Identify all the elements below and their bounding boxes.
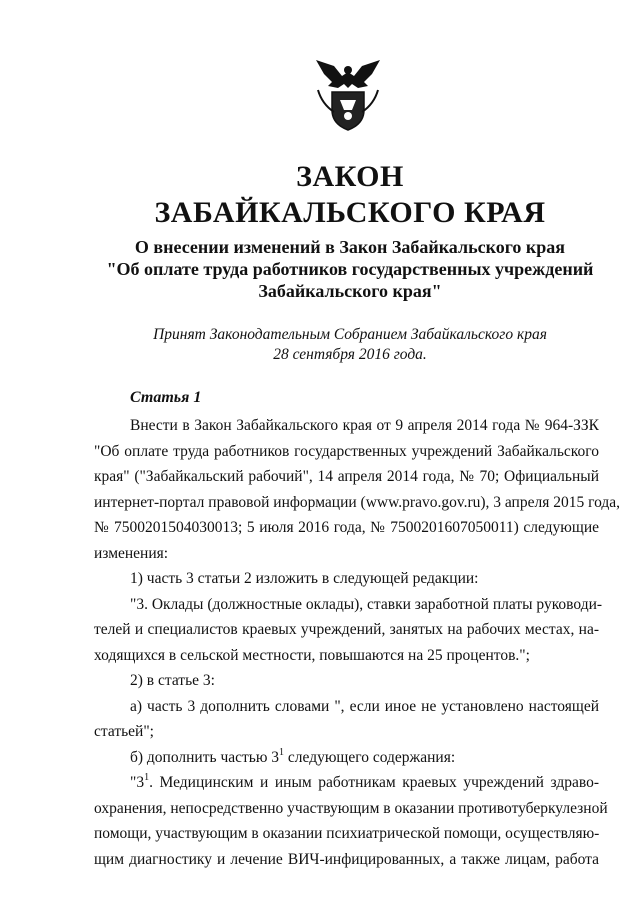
- body-line: 2) в статье 3:: [130, 672, 215, 689]
- body-line: [94, 770, 599, 796]
- body-line: ходящихся в сельской местности, повышаются на 25 процентов.";: [94, 646, 530, 664]
- adoption-date: 28 сентября 2016 года.: [273, 346, 427, 363]
- body-line: Внести в Закон Забайкальского края от 9 апреля 2014 года № 964-ЗЗК: [130, 417, 599, 434]
- body-text: б) дополнить частью 3: [130, 748, 280, 766]
- superscript: 1: [279, 746, 285, 758]
- body-line: щим диагностику и лечение ВИЧ-инфицированных, а также лицам, работа: [94, 850, 599, 868]
- coat-of-arms-icon: [312, 52, 384, 132]
- subtitle-line: Забайкальского края": [258, 281, 442, 301]
- body-line: охранения, непосредственно участвующим в оказании противотуберкулезной: [94, 799, 608, 817]
- body-text: . Медицинским и иным работникам краевых учреждений здраво-: [149, 774, 599, 791]
- body-line: изменения:: [94, 544, 169, 562]
- body-line: а) часть 3 дополнить словами ", если иное не установлено настоящей: [130, 697, 599, 715]
- law-region-title: ЗАБАЙКАЛЬСКОГО КРАЯ: [154, 196, 546, 229]
- law-title: ЗАКОН: [296, 160, 404, 193]
- article-body: [94, 413, 621, 872]
- subtitle-line: "Об оплате труда работников государственных учреждений: [106, 259, 594, 279]
- body-line: 1) часть 3 статьи 2 изложить в следующей редакции:: [130, 570, 479, 587]
- body-line: интернет-портал правовой информации (www.pravo.gov.ru), 3 апреля 2015 года,: [94, 493, 621, 511]
- adoption-line: Принят Законодательным Собранием Забайкальского края: [153, 326, 547, 343]
- law-subtitle: [0, 236, 640, 302]
- body-line: [94, 745, 599, 771]
- adoption-note: [0, 325, 640, 365]
- body-line: края" ("Забайкальский рабочий", 14 апреля 2014 года, № 70; Официальный: [94, 468, 599, 485]
- superscript: 1: [144, 772, 150, 783]
- body-line: "Об оплате труда работников государственных учреждений Забайкальского: [94, 442, 599, 460]
- body-text: "3: [130, 774, 145, 791]
- body-text: следующего содержания:: [284, 748, 456, 766]
- body-line: телей и специалистов краевых учреждений, занятых на рабочих местах, на-: [94, 621, 599, 638]
- body-line: статьей";: [94, 723, 154, 740]
- body-line: помощи, участвующим в оказании психиатрической помощи, осуществляю-: [94, 825, 600, 842]
- subtitle-line: О внесении изменений в Закон Забайкальского края: [134, 237, 566, 257]
- article-heading: Статья 1: [130, 389, 202, 406]
- body-line: "3. Оклады (должностные оклады), ставки заработной платы руководи-: [130, 595, 603, 613]
- body-line: № 7500201504030013; 5 июля 2016 года, № 7500201607050011) следующие: [94, 519, 599, 536]
